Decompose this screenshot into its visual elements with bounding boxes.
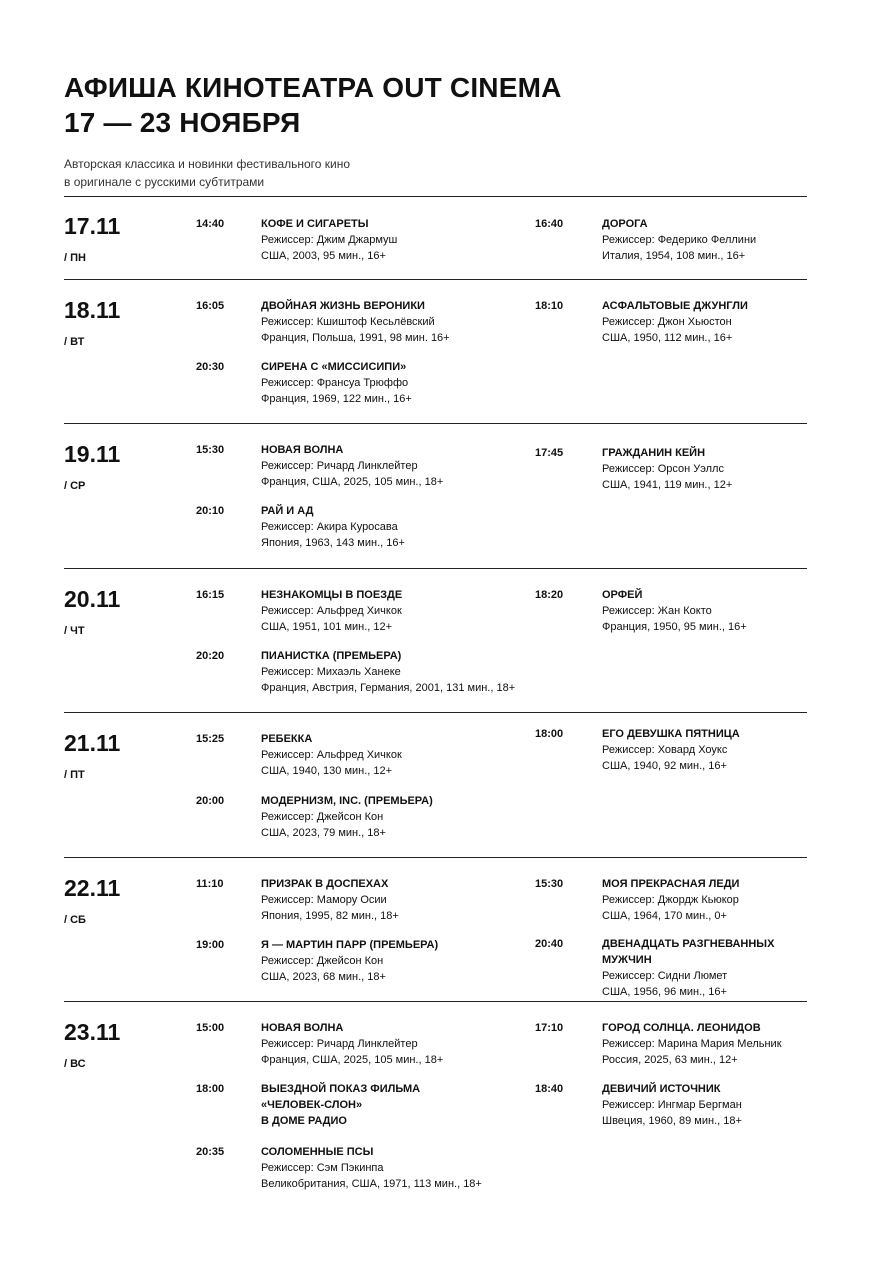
screening-time: 16:40 [535,218,564,230]
film-title: СОЛОМЕННЫЕ ПСЫ [261,1146,374,1158]
divider [64,568,807,569]
screening-time: 20:35 [196,1146,225,1158]
film-entry [602,445,732,493]
day-date: 23.11 [64,1019,121,1045]
film-director: Режиссер: Джордж Кьюкор [602,894,739,906]
screening-time: 18:20 [535,589,564,601]
film-title: РАЙ И АД [261,505,314,517]
screening-time: 17:10 [535,1022,564,1034]
film-info: Франция, США, 2025, 105 мин., 18+ [261,476,444,488]
screening-time: 15:30 [196,444,225,456]
day-label [64,1019,120,1071]
day-weekday: / ПН [64,252,86,264]
divider [64,279,807,280]
day-label [64,213,120,265]
film-director: Режиссер: Акира Куросава [261,521,398,533]
film-info: США, 2023, 79 мин., 18+ [261,827,386,839]
day-weekday: / ВС [64,1058,86,1070]
day-weekday: / ВТ [64,336,85,348]
film-entry [261,503,405,551]
film-info: Франция, Польша, 1991, 98 мин. 16+ [261,332,450,344]
day-date: 19.11 [64,441,121,467]
film-director: Режиссер: Альфред Хичкок [261,605,402,617]
film-title: МОЯ ПРЕКРАСНАЯ ЛЕДИ [602,878,740,890]
day-date: 21.11 [64,730,121,756]
film-title: ВЫЕЗДНОЙ ПОКАЗ ФИЛЬМА [261,1083,421,1095]
film-entry [602,936,774,1000]
day-label [64,875,120,927]
film-title: ГОРОД СОЛНЦА. ЛЕОНИДОВ [602,1022,761,1034]
film-title: ГРАЖДАНИН КЕЙН [602,447,706,459]
film-info: США, 1940, 130 мин., 12+ [261,765,393,777]
film-info: Франция, 1950, 95 мин., 16+ [602,621,747,633]
page-subtitle [64,155,350,191]
film-title: ДОРОГА [602,218,648,230]
screening-time: 20:20 [196,650,225,662]
day-date: 20.11 [64,586,121,612]
screening-time: 20:10 [196,505,225,517]
film-title: НЕЗНАКОМЦЫ В ПОЕЗДЕ [261,589,403,601]
page-title-line-1: АФИША КИНОТЕАТРА OUT CINEMA [64,72,562,103]
film-entry [261,442,443,490]
film-title: ДВЕНАДЦАТЬ РАЗГНЕВАННЫХ [602,938,775,950]
screening-time: 20:40 [535,938,564,950]
film-entry [602,216,756,264]
film-director: Режиссер: Ингмар Бергман [602,1099,742,1111]
film-title: РЕБЕККА [261,733,313,745]
film-entry [261,359,412,407]
film-entry [261,587,402,635]
film-director: Режиссер: Жан Кокто [602,605,712,617]
subtitle-line-1: Авторская классика и новинки фестивального кино [64,157,351,171]
film-entry [602,1081,742,1129]
film-info: США, 2023, 68 мин., 18+ [261,971,386,983]
day-label [64,586,120,638]
divider [64,712,807,713]
day-date: 18.11 [64,297,121,323]
screening-time: 18:00 [535,728,564,740]
film-entry [602,587,747,635]
screening-time: 15:00 [196,1022,225,1034]
film-title: КОФЕ И СИГАРЕТЫ [261,218,369,230]
subtitle-line-2: в оригинале с русскими субтитрами [64,175,265,189]
screening-time: 15:25 [196,733,225,745]
film-title: НОВАЯ ВОЛНА [261,444,344,456]
film-info: Франция, Австрия, Германия, 2001, 131 мин., 18+ [261,682,516,694]
film-director: Режиссер: Орсон Уэллс [602,463,724,475]
film-info: США, 1956, 96 мин., 16+ [602,986,727,998]
film-title: ОРФЕЙ [602,589,643,601]
day-label [64,297,120,349]
film-title: Я — МАРТИН ПАРР (ПРЕМЬЕРА) [261,939,439,951]
film-info: Россия, 2025, 63 мин., 12+ [602,1054,738,1066]
screening-time: 18:10 [535,300,564,312]
divider [64,196,807,197]
divider [64,857,807,858]
film-title: МОДЕРНИЗМ, INC. (ПРЕМЬЕРА) [261,795,433,807]
screening-time: 11:10 [196,878,224,890]
film-info: США, 1964, 170 мин., 0+ [602,910,727,922]
film-title: ДЕВИЧИЙ ИСТОЧНИК [602,1083,721,1095]
screening-time: 15:30 [535,878,564,890]
film-info: США, 2003, 95 мин., 16+ [261,250,386,262]
film-info: Швеция, 1960, 89 мин., 18+ [602,1115,742,1127]
day-label [64,441,120,493]
film-director: Режиссер: Джейсон Кон [261,955,384,967]
film-title: МУЖЧИН [602,954,652,966]
film-entry [261,1144,482,1192]
film-director: Режиссер: Ричард Линклейтер [261,1038,418,1050]
film-director: Режиссер: Кшиштоф Кесьлёвский [261,316,435,328]
film-director: Режиссер: Михаэль Ханеке [261,666,401,678]
film-director: Режиссер: Сидни Люмет [602,970,728,982]
film-entry [602,726,740,774]
screening-time: 16:15 [196,589,225,601]
film-title: ПРИЗРАК В ДОСПЕХАХ [261,878,389,890]
film-director: Режиссер: Джон Хьюстон [602,316,732,328]
day-weekday: / ЧТ [64,625,85,637]
day-date: 17.11 [64,213,121,239]
film-entry [261,731,402,779]
screening-time: 16:05 [196,300,225,312]
day-weekday: / ПТ [64,769,85,781]
film-info: США, 1940, 92 мин., 16+ [602,760,727,772]
day-weekday: / СР [64,480,86,492]
divider [64,423,807,424]
screening-time: 18:00 [196,1083,225,1095]
day-weekday: / СБ [64,914,86,926]
film-entry [261,876,399,924]
film-director: Режиссер: Франсуа Трюффо [261,377,409,389]
divider [64,1001,807,1002]
screening-time: 20:30 [196,361,225,373]
film-info: США, 1941, 119 мин., 12+ [602,479,733,491]
film-info: Япония, 1963, 143 мин., 16+ [261,537,405,549]
film-director: Режиссер: Марина Мария Мельник [602,1038,782,1050]
film-director: Режиссер: Ховард Хоукс [602,744,728,756]
film-title: ЕГО ДЕВУШКА ПЯТНИЦА [602,728,740,740]
screening-time: 14:40 [196,218,225,230]
film-info: Япония, 1995, 82 мин., 18+ [261,910,399,922]
film-entry [261,648,515,696]
film-title: ДВОЙНАЯ ЖИЗНЬ ВЕРОНИКИ [261,300,425,312]
film-director: Режиссер: Ричард Линклейтер [261,460,418,472]
film-entry [602,1020,782,1068]
day-label [64,730,120,782]
film-info: США, 1950, 112 мин., 16+ [602,332,733,344]
film-director: Режиссер: Джим Джармуш [261,234,398,246]
screening-time: 17:45 [535,447,564,459]
film-title: АСФАЛЬТОВЫЕ ДЖУНГЛИ [602,300,748,312]
film-title: НОВАЯ ВОЛНА [261,1022,344,1034]
film-title: ПИАНИСТКА (ПРЕМЬЕРА) [261,650,402,662]
screening-time: 20:00 [196,795,225,807]
film-entry [261,1020,443,1068]
film-title: «ЧЕЛОВЕК-СЛОН» [261,1099,363,1111]
film-info: Великобритания, США, 1971, 113 мин., 18+ [261,1178,482,1190]
film-title: В ДОМЕ РАДИО [261,1115,347,1127]
film-entry [602,298,748,346]
film-entry [261,1081,420,1129]
film-director: Режиссер: Сэм Пэкинпа [261,1162,384,1174]
film-director: Режиссер: Федерико Феллини [602,234,757,246]
film-director: Режиссер: Мамору Осии [261,894,387,906]
film-title: СИРЕНА С «МИССИСИПИ» [261,361,407,373]
film-info: Франция, США, 2025, 105 мин., 18+ [261,1054,444,1066]
film-info: Италия, 1954, 108 мин., 16+ [602,250,746,262]
film-entry [261,793,433,841]
film-info: США, 1951, 101 мин., 12+ [261,621,393,633]
film-entry [602,876,739,924]
screening-time: 18:40 [535,1083,564,1095]
film-entry [261,298,450,346]
film-director: Режиссер: Джейсон Кон [261,811,384,823]
page-title-line-2: 17 — 23 НОЯБРЯ [64,107,301,138]
film-info: Франция, 1969, 122 мин., 16+ [261,393,412,405]
day-date: 22.11 [64,875,121,901]
film-entry [261,216,397,264]
screening-time: 19:00 [196,939,225,951]
film-entry [261,937,438,985]
film-director: Режиссер: Альфред Хичкок [261,749,402,761]
page-title [64,70,562,140]
